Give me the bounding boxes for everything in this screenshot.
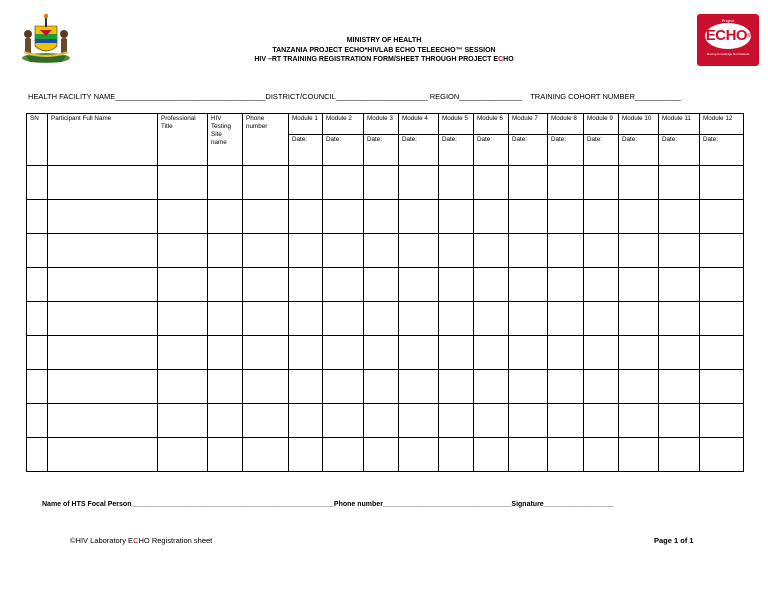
- focal-person-line: [42, 501, 732, 508]
- module-date-label: Date:: [548, 135, 584, 166]
- table-cell[interactable]: [27, 302, 48, 336]
- table-cell[interactable]: [700, 234, 744, 268]
- table-cell[interactable]: [474, 336, 509, 370]
- table-cell[interactable]: [323, 370, 364, 404]
- col-sn-header: SN: [27, 114, 48, 166]
- focal-person-blank[interactable]: ____________________________________________________: [131, 501, 334, 508]
- signature-blank[interactable]: __________________: [543, 501, 614, 508]
- table-cell[interactable]: [243, 302, 289, 336]
- table-cell[interactable]: [27, 336, 48, 370]
- module-date-label: Date:: [659, 135, 700, 166]
- table-cell[interactable]: [619, 438, 659, 472]
- table-cell[interactable]: [243, 268, 289, 302]
- table-cell[interactable]: [48, 302, 158, 336]
- module-date-label: Date:: [474, 135, 509, 166]
- table-cell[interactable]: [399, 302, 439, 336]
- table-cell[interactable]: [474, 234, 509, 268]
- registration-table-body: [27, 166, 744, 472]
- table-cell[interactable]: [158, 166, 208, 200]
- table-cell[interactable]: [619, 200, 659, 234]
- table-cell[interactable]: [474, 438, 509, 472]
- table-cell[interactable]: [48, 404, 158, 438]
- table-cell[interactable]: [659, 268, 700, 302]
- table-cell[interactable]: [243, 166, 289, 200]
- table-row: [27, 370, 744, 404]
- table-cell[interactable]: [323, 268, 364, 302]
- table-cell[interactable]: [399, 438, 439, 472]
- table-cell[interactable]: [208, 200, 243, 234]
- table-cell[interactable]: [509, 336, 548, 370]
- table-cell[interactable]: [27, 438, 48, 472]
- table-cell[interactable]: [243, 234, 289, 268]
- table-cell[interactable]: [548, 404, 584, 438]
- table-cell[interactable]: [474, 302, 509, 336]
- table-cell[interactable]: [509, 234, 548, 268]
- tanzania-coat-of-arms-logo: [18, 12, 74, 66]
- col-module-header: Module 1: [289, 114, 323, 135]
- table-cell[interactable]: [399, 166, 439, 200]
- table-cell[interactable]: [48, 268, 158, 302]
- region-label: REGION: [429, 92, 460, 101]
- table-cell[interactable]: [364, 302, 399, 336]
- table-cell[interactable]: [659, 370, 700, 404]
- table-cell[interactable]: [439, 438, 474, 472]
- col-professional-header: Professional Title: [158, 114, 208, 166]
- col-hiv-site-header: HIV Testing Site name: [208, 114, 243, 166]
- table-cell[interactable]: [289, 438, 323, 472]
- table-cell[interactable]: [208, 370, 243, 404]
- focal-person-label: Name of HTS Focal Person: [42, 501, 132, 508]
- table-cell[interactable]: [243, 336, 289, 370]
- table-cell[interactable]: [323, 336, 364, 370]
- table-row: [27, 302, 744, 336]
- echo-tagline: Moving Knowledge Not Patients: [706, 52, 750, 56]
- table-cell[interactable]: [659, 200, 700, 234]
- module-date-label: Date:: [399, 135, 439, 166]
- table-cell[interactable]: [509, 438, 548, 472]
- table-cell[interactable]: [474, 268, 509, 302]
- focal-phone-blank[interactable]: _________________________________: [382, 501, 512, 508]
- table-cell[interactable]: [700, 200, 744, 234]
- table-cell[interactable]: [548, 268, 584, 302]
- table-cell[interactable]: [289, 268, 323, 302]
- col-module-header: Module 6: [474, 114, 509, 135]
- table-cell[interactable]: [584, 370, 619, 404]
- table-cell[interactable]: [659, 336, 700, 370]
- table-cell[interactable]: [439, 166, 474, 200]
- table-cell[interactable]: [364, 336, 399, 370]
- table-cell[interactable]: [158, 234, 208, 268]
- table-cell[interactable]: [659, 302, 700, 336]
- table-cell[interactable]: [208, 268, 243, 302]
- col-module-header: Module 5: [439, 114, 474, 135]
- table-cell[interactable]: [584, 404, 619, 438]
- table-cell[interactable]: [364, 200, 399, 234]
- table-cell[interactable]: [364, 268, 399, 302]
- table-cell[interactable]: [289, 234, 323, 268]
- table-cell[interactable]: [208, 166, 243, 200]
- table-cell[interactable]: [364, 370, 399, 404]
- district-label: DISTRICT/COUNCIL: [265, 92, 336, 101]
- header-form-title: HIV –RT TRAINING REGISTRATION FORM/SHEET THROUGH PROJECT ECHO: [254, 56, 514, 63]
- facility-name-blank[interactable]: ____________________________________: [115, 92, 266, 101]
- table-cell[interactable]: [474, 404, 509, 438]
- table-cell[interactable]: [364, 166, 399, 200]
- table-cell[interactable]: [208, 234, 243, 268]
- table-cell[interactable]: [439, 404, 474, 438]
- table-cell[interactable]: [584, 166, 619, 200]
- table-cell[interactable]: [243, 370, 289, 404]
- table-cell[interactable]: [509, 268, 548, 302]
- table-cell[interactable]: [243, 404, 289, 438]
- table-cell[interactable]: [700, 336, 744, 370]
- table-cell[interactable]: [619, 166, 659, 200]
- col-module-header: Module 7: [509, 114, 548, 135]
- table-cell[interactable]: [700, 438, 744, 472]
- table-cell[interactable]: [289, 370, 323, 404]
- header-session: TANZANIA PROJECT ECHO*HIVLAB ECHO TELEECHO™ SESSION: [272, 46, 496, 54]
- table-cell[interactable]: [619, 336, 659, 370]
- table-cell[interactable]: [48, 166, 158, 200]
- table-cell[interactable]: [208, 438, 243, 472]
- echo-project-label: Project: [721, 18, 735, 23]
- table-cell[interactable]: [158, 438, 208, 472]
- table-cell[interactable]: [208, 404, 243, 438]
- table-cell[interactable]: [509, 404, 548, 438]
- table-cell[interactable]: [584, 336, 619, 370]
- echo-mark: ECHO®: [705, 23, 751, 49]
- table-cell[interactable]: [243, 438, 289, 472]
- table-cell[interactable]: [584, 438, 619, 472]
- table-cell[interactable]: [548, 234, 584, 268]
- table-cell[interactable]: [364, 438, 399, 472]
- cohort-blank[interactable]: ___________: [634, 92, 681, 101]
- table-cell[interactable]: [289, 166, 323, 200]
- col-phone-header: Phone number: [243, 114, 289, 166]
- table-cell[interactable]: [158, 404, 208, 438]
- table-row: [27, 438, 744, 472]
- table-cell[interactable]: [619, 234, 659, 268]
- table-cell[interactable]: [27, 200, 48, 234]
- col-module-header: Module 11: [659, 114, 700, 135]
- table-row: [27, 200, 744, 234]
- table-cell[interactable]: [399, 404, 439, 438]
- col-module-header: Module 2: [323, 114, 364, 135]
- registration-table: [26, 113, 744, 472]
- table-row: [27, 268, 744, 302]
- table-cell[interactable]: [158, 268, 208, 302]
- facility-name-label: HEALTH FACILITY NAME: [28, 92, 116, 101]
- table-cell[interactable]: [27, 404, 48, 438]
- col-module-header: Module 9: [584, 114, 619, 135]
- table-cell[interactable]: [158, 302, 208, 336]
- table-cell[interactable]: [158, 370, 208, 404]
- module-date-label: Date:: [619, 135, 659, 166]
- table-row: [27, 404, 744, 438]
- table-row: [27, 234, 744, 268]
- module-date-label: Date:: [323, 135, 364, 166]
- table-cell[interactable]: [323, 166, 364, 200]
- table-cell[interactable]: [659, 404, 700, 438]
- table-cell[interactable]: [439, 200, 474, 234]
- table-cell[interactable]: [27, 234, 48, 268]
- table-cell[interactable]: [584, 268, 619, 302]
- table-cell[interactable]: [509, 166, 548, 200]
- table-cell[interactable]: [548, 200, 584, 234]
- table-cell[interactable]: [659, 166, 700, 200]
- table-cell[interactable]: [158, 336, 208, 370]
- table-header-row: [27, 114, 744, 135]
- table-cell[interactable]: [584, 302, 619, 336]
- col-module-header: Module 4: [399, 114, 439, 135]
- table-cell[interactable]: [208, 302, 243, 336]
- table-cell[interactable]: [289, 336, 323, 370]
- table-cell[interactable]: [509, 370, 548, 404]
- table-cell[interactable]: [509, 302, 548, 336]
- region-blank[interactable]: _______________: [459, 92, 522, 101]
- table-cell[interactable]: [364, 234, 399, 268]
- facility-info-line: [28, 92, 740, 101]
- module-date-label: Date:: [439, 135, 474, 166]
- table-cell[interactable]: [323, 234, 364, 268]
- focal-phone-label: Phone number: [333, 501, 383, 508]
- table-cell[interactable]: [439, 234, 474, 268]
- table-cell[interactable]: [584, 200, 619, 234]
- table-cell[interactable]: [48, 336, 158, 370]
- header-ministry: MINISTRY OF HEALTH: [346, 37, 422, 44]
- cohort-label: TRAINING COHORT NUMBER: [530, 92, 635, 101]
- table-cell[interactable]: [548, 370, 584, 404]
- module-date-label: Date:: [364, 135, 399, 166]
- table-cell[interactable]: [474, 200, 509, 234]
- table-cell[interactable]: [619, 370, 659, 404]
- table-cell[interactable]: [659, 234, 700, 268]
- module-date-label: Date:: [584, 135, 619, 166]
- table-cell[interactable]: [700, 268, 744, 302]
- table-cell[interactable]: [584, 234, 619, 268]
- table-cell[interactable]: [548, 302, 584, 336]
- table-cell[interactable]: [243, 200, 289, 234]
- table-cell[interactable]: [439, 302, 474, 336]
- table-cell[interactable]: [323, 438, 364, 472]
- col-participant-header: Participant Full Name: [48, 114, 158, 166]
- table-cell[interactable]: [364, 404, 399, 438]
- table-cell[interactable]: [700, 370, 744, 404]
- col-module-header: Module 8: [548, 114, 584, 135]
- table-cell[interactable]: [439, 268, 474, 302]
- table-cell[interactable]: [509, 200, 548, 234]
- table-cell[interactable]: [289, 200, 323, 234]
- table-cell[interactable]: [548, 438, 584, 472]
- table-cell[interactable]: [619, 404, 659, 438]
- table-cell[interactable]: [548, 336, 584, 370]
- table-cell[interactable]: [158, 200, 208, 234]
- district-blank[interactable]: ______________________: [335, 92, 428, 101]
- table-cell[interactable]: [48, 370, 158, 404]
- page-number: Page 1 of 1: [654, 536, 694, 545]
- table-cell[interactable]: [474, 370, 509, 404]
- table-cell[interactable]: [48, 438, 158, 472]
- table-cell[interactable]: [700, 302, 744, 336]
- table-cell[interactable]: [439, 370, 474, 404]
- table-cell[interactable]: [48, 234, 158, 268]
- table-cell[interactable]: [399, 336, 439, 370]
- table-cell[interactable]: [48, 200, 158, 234]
- module-date-label: Date:: [509, 135, 548, 166]
- table-cell[interactable]: [548, 166, 584, 200]
- table-cell[interactable]: [289, 404, 323, 438]
- table-cell[interactable]: [619, 302, 659, 336]
- table-cell[interactable]: [323, 404, 364, 438]
- table-row: [27, 336, 744, 370]
- table-cell[interactable]: [619, 268, 659, 302]
- table-cell[interactable]: [27, 166, 48, 200]
- col-module-header: Module 10: [619, 114, 659, 135]
- col-module-header: Module 12: [700, 114, 744, 135]
- table-cell[interactable]: [27, 268, 48, 302]
- table-cell[interactable]: [289, 302, 323, 336]
- table-cell[interactable]: [208, 336, 243, 370]
- signature-label: Signature: [511, 501, 544, 508]
- table-cell[interactable]: [399, 370, 439, 404]
- table-cell[interactable]: [700, 404, 744, 438]
- table-row: [27, 166, 744, 200]
- copyright-note: ©HIV Laboratory ECHO Registration sheet: [70, 536, 213, 545]
- table-cell[interactable]: [399, 268, 439, 302]
- table-cell[interactable]: [700, 166, 744, 200]
- table-cell[interactable]: [27, 370, 48, 404]
- table-cell[interactable]: [399, 234, 439, 268]
- col-module-header: Module 3: [364, 114, 399, 135]
- project-echo-logo: [697, 14, 759, 66]
- document-header: [200, 36, 568, 65]
- table-cell[interactable]: [399, 200, 439, 234]
- module-date-label: Date:: [289, 135, 323, 166]
- table-cell[interactable]: [474, 166, 509, 200]
- module-date-label: Date:: [700, 135, 744, 166]
- table-cell[interactable]: [323, 302, 364, 336]
- table-cell[interactable]: [439, 336, 474, 370]
- table-cell[interactable]: [323, 200, 364, 234]
- table-cell[interactable]: [659, 438, 700, 472]
